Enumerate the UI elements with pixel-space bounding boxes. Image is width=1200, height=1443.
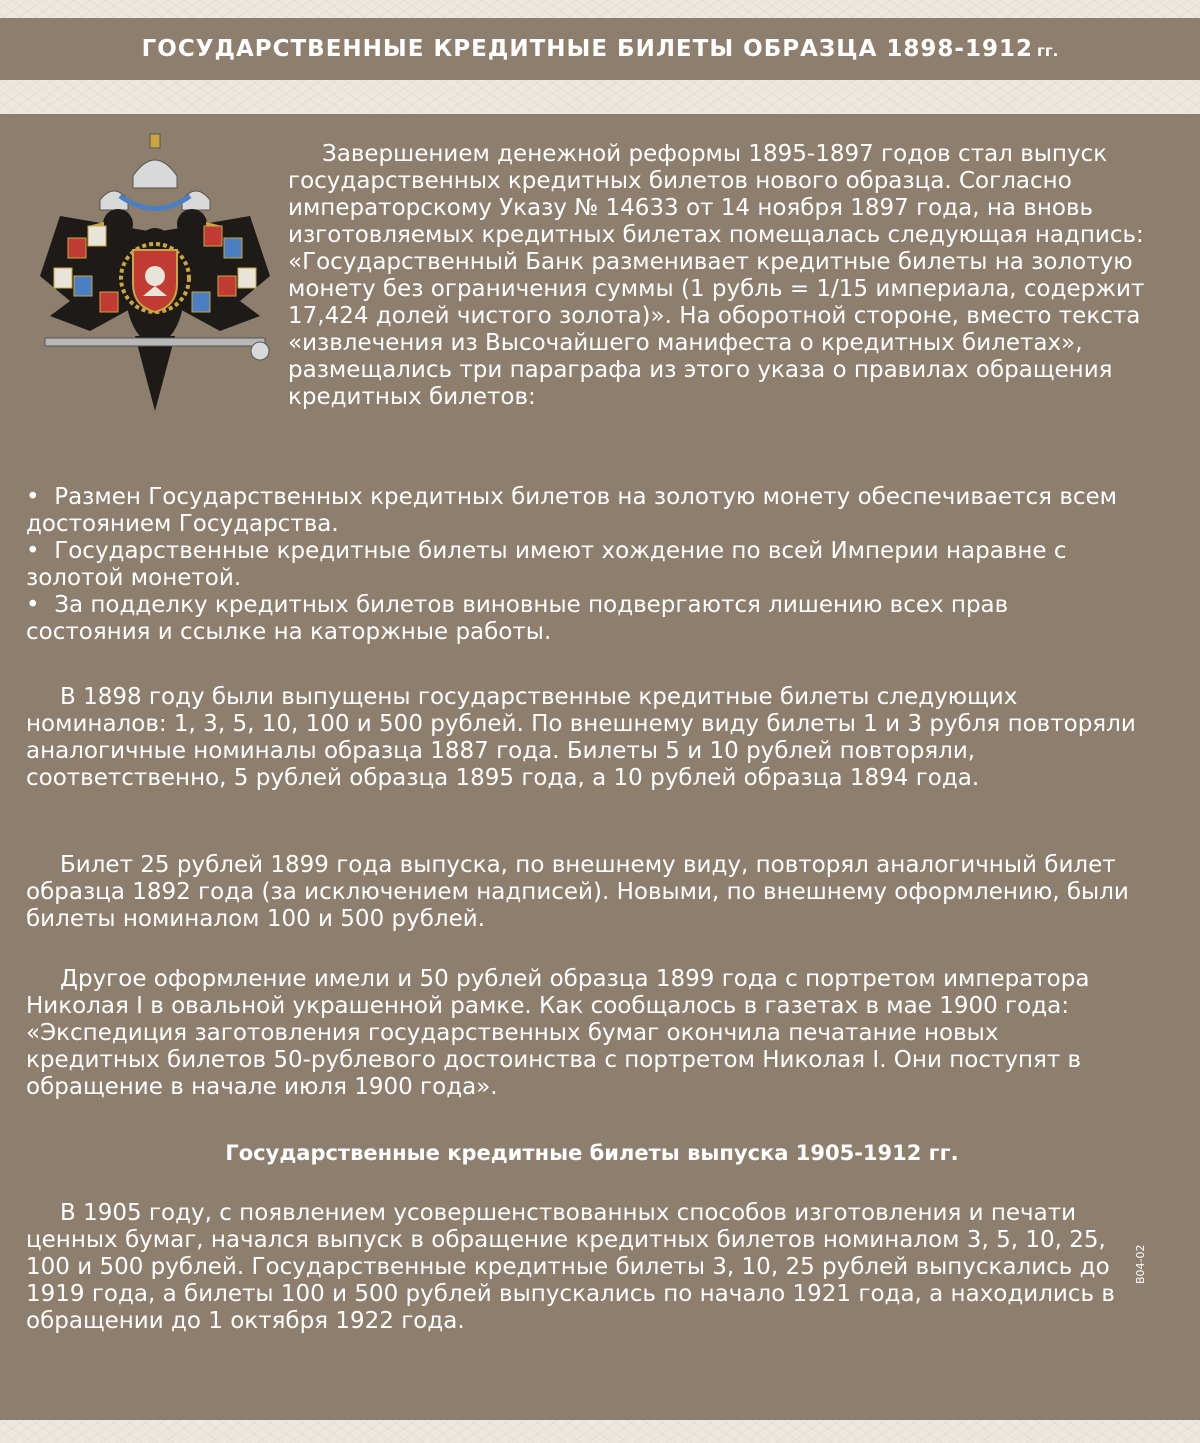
double-headed-eagle-icon [30, 126, 280, 416]
intro-text: Завершением денежной реформы 1895-1897 годов стал выпуск государственных кредитных билетов нового образца. Согласно императорскому Указу № 14633 от 14 ноября 1897 года, на вновь изготовляемых кредитных билетах помещалась следующая надпись: «Государственный Банк разменивает кредитные билеты на золотую монету без ограничения суммы (1 рубль = 1/15 империала, содержит 17,424 долей чистого золота)». На оборотной стороне, вместо текста «извлечения из Высочайшего манифеста о кредитных билетах», размещались три параграфа из этого указа о правилах обращения кредитных билетов: [288, 141, 1145, 410]
paragraph-text: Билет 25 рублей 1899 года выпуска, по внешнему виду, повторял аналогичный билет образца 1892 года (за исключением надписей). Новыми, по внешнему оформлению, были билеты номиналом 100 и 500 рублей. [26, 852, 1129, 932]
list-item: • Государственные кредитные билеты имеют хождение по всей Империи наравне с золотой монетой. [26, 538, 1067, 591]
section-subheading: Государственные кредитные билеты выпуска 1905-1912 гг. [225, 1141, 959, 1165]
paragraph-1898 [26, 684, 1136, 792]
bullet-text-3: За подделку кредитных билетов виновные подвергаются лишению всех прав состояния и ссылке на каторжные работы. [26, 592, 1009, 645]
paragraph-1905 [26, 1200, 1136, 1335]
bullet-text-2: Государственные кредитные билеты имеют хождение по всей Империи наравне с золотой монетой. [26, 538, 1067, 591]
paragraph-text: Другое оформление имели и 50 рублей образца 1899 года с портретом императора Николая I в овальной украшенной рамке. Как сообщалось в газетах в мае 1900 года: «Экспедиция заготовления государственных бумаг окончила печатание новых кредитных билетов 50-рублевого достоинства с портретом Николая I. Они поступят в обращение в начале июля 1900 года». [26, 966, 1090, 1100]
page-title [142, 36, 1059, 62]
paragraph-25-rubles [26, 852, 1136, 933]
header-band [0, 18, 1200, 80]
paragraph-50-rubles [26, 966, 1136, 1101]
page-title-suffix: гг. [1036, 42, 1059, 60]
paragraph-text: В 1905 году, с появлением усовершенствованных способов изготовления и печати ценных бумаг, начался выпуск в обращение кредитных билетов номиналом 3, 5, 10, 25, 100 и 500 рублей. Государственные кредитные билеты 3, 10, 25 рублей выпускались до 1919 года, а билеты 100 и 500 рублей выпускались по начало 1921 года, а находились в обращении до 1 октября 1922 года. [26, 1200, 1115, 1334]
content-panel [0, 114, 1200, 1420]
side-code: В04-02 [1134, 1244, 1147, 1284]
bullet-list [26, 484, 1136, 646]
list-item: • За подделку кредитных билетов виновные подвергаются лишению всех прав состояния и ссылке на каторжные работы. [26, 592, 1009, 645]
list-item: • Размен Государственных кредитных билетов на золотую монету обеспечивается всем достоянием Государства. [26, 484, 1118, 537]
intro-paragraph [288, 141, 1148, 411]
bullet-text-1: Размен Государственных кредитных билетов на золотую монету обеспечивается всем достоянием Государства. [26, 484, 1118, 537]
page-title-text: ГОСУДАРСТВЕННЫЕ КРЕДИТНЫЕ БИЛЕТЫ ОБРАЗЦА 1898-1912 [141, 36, 1033, 62]
paragraph-text: В 1898 году были выпущены государственные кредитные билеты следующих номиналов: 1, 3, 5, 10, 100 и 500 рублей. По внешнему виду билеты 1 и 3 рубля повторяли аналогичные номиналы образца 1887 года. Билеты 5 и 10 рублей повторяли, соответственно, 5 рублей образца 1895 года, а 10 рублей образца 1894 года. [26, 684, 1136, 791]
